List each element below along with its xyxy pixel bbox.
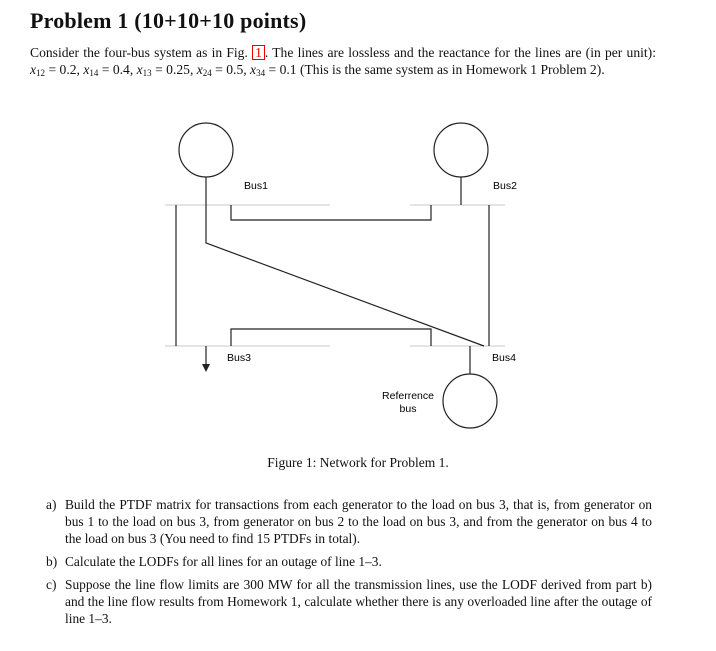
generator-bus4 (443, 374, 497, 428)
reactance-x24: $x_{24} = 0.5$, (196, 62, 251, 78)
problem-title: Problem 1 (10+10+10 points) (30, 8, 307, 33)
question-b (46, 553, 652, 570)
intro-text-end: (This is the same system as in Homework 1 Problem 2). (296, 62, 605, 77)
load-arrow-icon (202, 364, 210, 372)
question-marker: a) (46, 497, 57, 512)
bus3-label: Bus3 (227, 352, 251, 364)
generator-bus1 (179, 123, 233, 177)
question-marker: b) (46, 554, 58, 569)
problem-intro (30, 44, 656, 82)
bus1-label: Bus1 (244, 180, 268, 192)
question-text: Suppose the line flow limits are 300 MW for all the transmission lines, use the LODF derived from part b) and the line flow results from Homework 1, calculate whether there is any overloaded line after the outage of line 1–3. (65, 577, 652, 626)
figure-caption: Figure 1: Network for Problem 1. (267, 455, 449, 470)
generator-bus2 (434, 123, 488, 177)
line-3-4 (231, 329, 431, 346)
question-c (46, 576, 652, 627)
intro-text-start: Consider the four-bus system as in Fig. (30, 45, 253, 60)
bus4-label: Bus4 (492, 352, 516, 364)
question-a (46, 496, 652, 547)
reference-bus-label-line2: bus (399, 403, 417, 415)
reactance-x14: $x_{14} = 0.4$, (83, 62, 137, 78)
question-marker: c) (46, 577, 57, 592)
network-diagram (0, 100, 716, 445)
reactance-x13: $x_{13} = 0.25$, (136, 62, 197, 78)
reactance-x34: $x_{34} = 0.1$ (250, 62, 297, 78)
reactance-x12: $x_{12} = 0.2$, (30, 62, 84, 78)
reference-bus-label-line1: Referrence (382, 390, 434, 402)
intro-text-middle: . The lines are lossless and the reactance for the lines are (in per unit): (264, 45, 656, 60)
line-1-4 (206, 205, 484, 346)
line-1-2 (231, 205, 431, 220)
question-list (46, 496, 652, 633)
figure-reference-link[interactable]: 1 (252, 45, 265, 60)
bus2-label: Bus2 (493, 180, 517, 192)
question-text: Build the PTDF matrix for transactions from each generator to the load on bus 3, that is, from generator on bus 1 to the load on bus 3, from generator on bus 2 to the load on bus 3, and from the generator on bus 4 to the load on bus 3 (You need to find 15 PTDFs in total). (65, 497, 652, 546)
question-text: Calculate the LODFs for all lines for an outage of line 1–3. (65, 554, 382, 569)
